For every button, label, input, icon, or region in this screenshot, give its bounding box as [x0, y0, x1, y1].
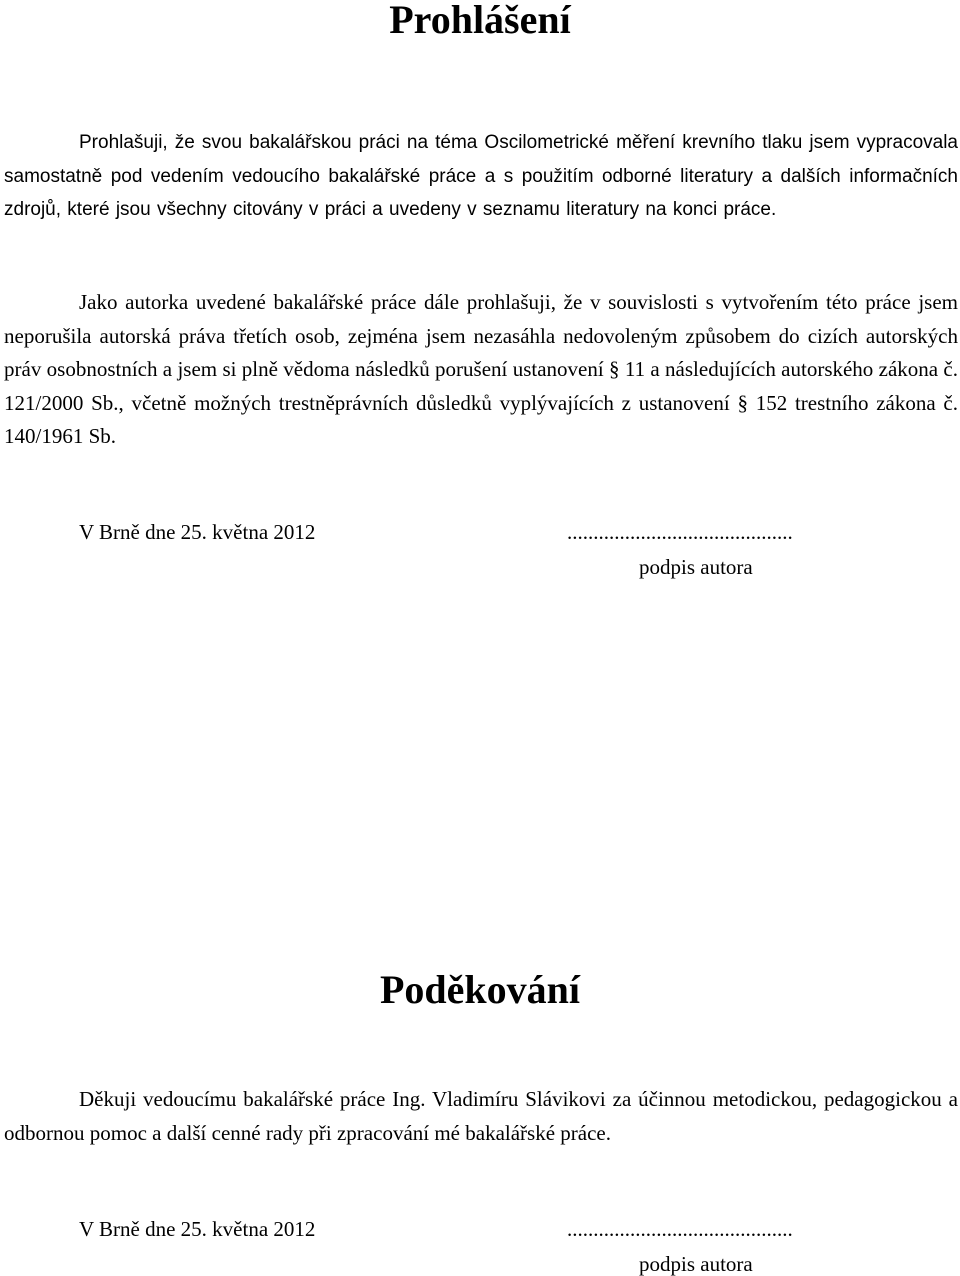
declaration-signature-line: ........................................... [567, 520, 793, 544]
acknowledgement-signature-label: podpis autora [639, 1252, 753, 1276]
acknowledgement-title: Poděkování [379, 967, 581, 1012]
acknowledgement-place-date: V Brně dne 25. května 2012 [79, 1217, 316, 1241]
acknowledgement-signature-line: ........................................... [567, 1217, 793, 1241]
declaration-title: Prohlášení [389, 0, 571, 42]
declaration-place-date: V Brně dne 25. května 2012 [79, 520, 316, 544]
declaration-paragraph-1: Prohlašuji, že svou bakalářskou práci na téma Oscilometrické měření krevního tlaku jsem vypracovala samostatně pod vedením vedoucího bakalářské práce a s použitím odborné literatury a dalších informačních zdrojů, které jsou všechny citovány v práci a uvedeny v seznamu literatury na konci práce. [4, 132, 958, 220]
declaration-signature-label: podpis autora [639, 555, 753, 579]
acknowledgement-paragraph: Děkuji vedoucímu bakalářské práce Ing. Vladimíru Slávikovi za účinnou metodickou, pedagogickou a odbornou pomoc a další cenné rady při zpracování mé bakalářské práce. [4, 1087, 958, 1145]
declaration-paragraph-2: Jako autorka uvedené bakalářské práce dále prohlašuji, že v souvislosti s vytvořením této práce jsem neporušila autorská práva třetích osob, zejména jsem nezasáhla nedovoleným způsobem do cizích autorských práv osobnostních a jsem si plně vědoma následků porušení ustanovení § 11 a následujících autorského zákona č. 121/2000 Sb., včetně možných trestněprávních důsledků vyplývajících z ustanovení § 152 trestního zákona č. 140/1961 Sb. [4, 290, 958, 448]
